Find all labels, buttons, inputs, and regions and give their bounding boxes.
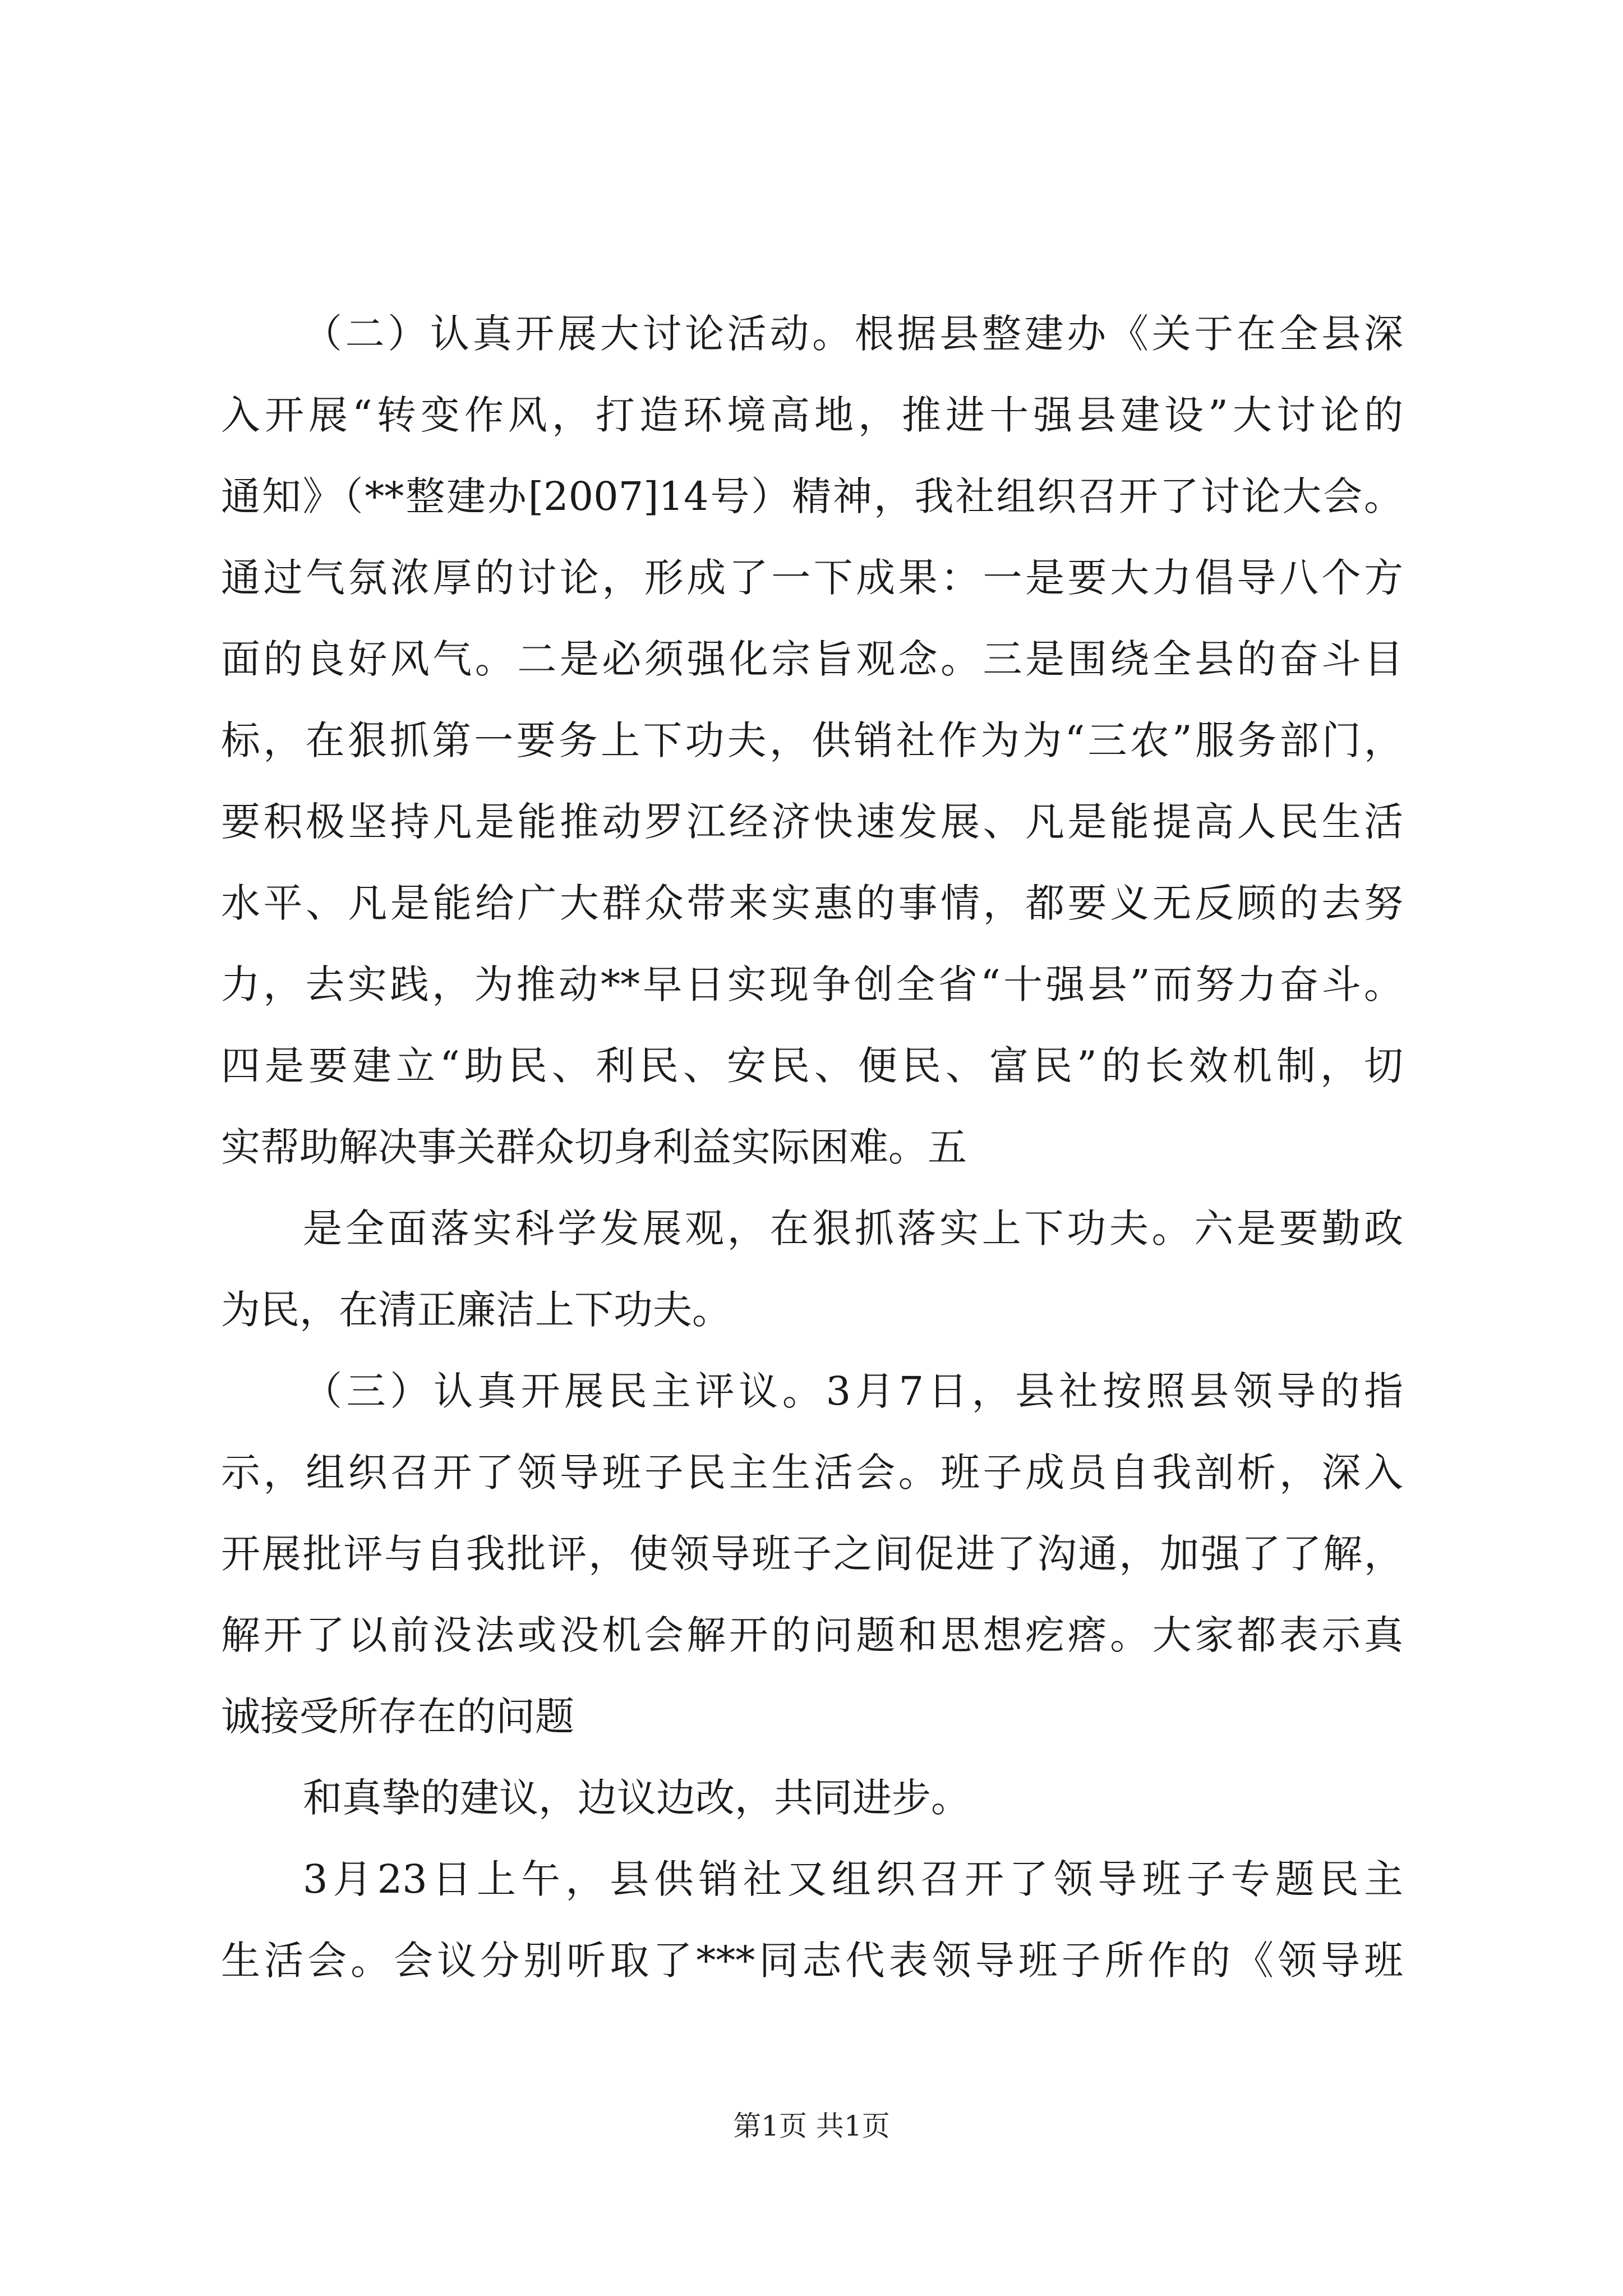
paragraph-line: 通过气氛浓厚的讨论，形成了一下成果：一是要大力倡导八个方 [221, 555, 1403, 601]
paragraph-line: 示，组织召开了领导班子民主生活会。班子成员自我剖析，深入 [221, 1450, 1403, 1496]
paragraph-line: 要积极坚持凡是能推动罗江经济快速发展、凡是能提高人民生活 [221, 799, 1403, 845]
paragraph-line: （二）认真开展大讨论活动。根据县整建办《关于在全县深 [303, 311, 1403, 357]
paragraph-line: 是全面落实科学发展观，在狠抓落实上下功夫。六是要勤政 [303, 1205, 1403, 1251]
paragraph-line: 标，在狠抓第一要务上下功夫，供销社作为为“三农”服务部门， [221, 717, 1403, 763]
paragraph-line: 水平、凡是能给广大群众带来实惠的事情，都要义无反顾的去努 [221, 880, 1403, 926]
paragraph-line: 通知》（**整建办[2007]14号）精神，我社组织召开了讨论大会。 [221, 473, 1403, 519]
page-number-footer: 第1页 共1页 [733, 2110, 890, 2142]
paragraph-line: （三）认真开展民主评议。3月7日，县社按照县领导的指 [303, 1368, 1403, 1414]
paragraph-line: 解开了以前没法或没机会解开的问题和思想疙瘩。大家都表示真 [221, 1612, 1403, 1658]
paragraph-line: 诚接受所存在的问题 [221, 1694, 574, 1740]
paragraph-line: 面的良好风气。二是必须强化宗旨观念。三是围绕全县的奋斗目 [221, 636, 1403, 682]
paragraph-line: 实帮助解决事关群众切身利益实际困难。五 [221, 1124, 967, 1170]
paragraph-line: 四是要建立“助民、利民、安民、便民、富民”的长效机制，切 [221, 1043, 1403, 1089]
paragraph-line: 3月23日上午，县供销社又组织召开了领导班子专题民主 [303, 1856, 1403, 1902]
paragraph-line: 力，去实践，为推动**早日实现争创全省“十强县”而努力奋斗。 [221, 961, 1403, 1007]
paragraph-line: 和真挚的建议，边议边改，共同进步。 [303, 1775, 970, 1821]
paragraph-line: 为民，在清正廉洁上下功夫。 [221, 1287, 731, 1333]
paragraph-line: 生活会。会议分别听取了***同志代表领导班子所作的《领导班 [221, 1938, 1403, 1984]
paragraph-line: 开展批评与自我批评，使领导班子之间促进了沟通，加强了了解， [221, 1531, 1403, 1577]
paragraph-line: 入开展“转变作风，打造环境高地，推进十强县建设”大讨论的 [221, 392, 1403, 438]
